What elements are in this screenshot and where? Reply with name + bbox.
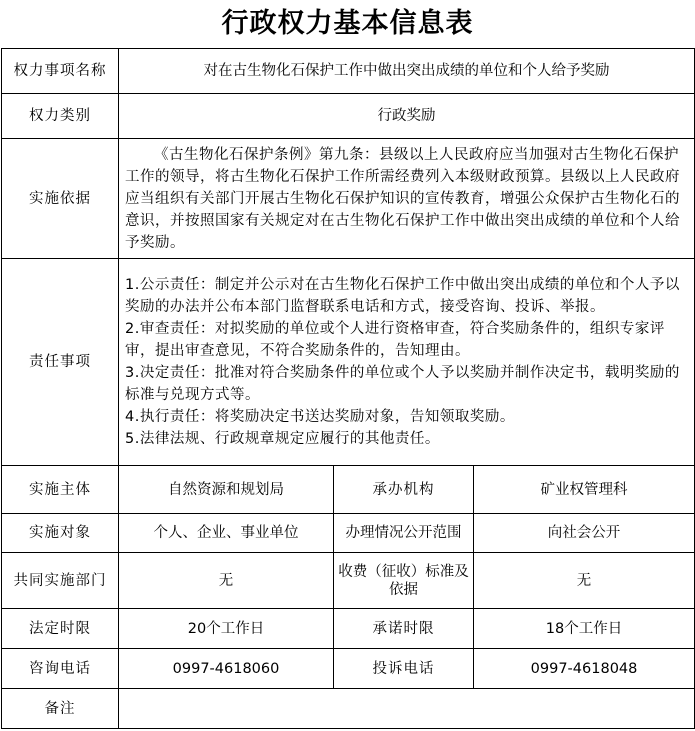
responsibility-item: 3.决定责任：批准对符合奖励条件的单位或个人予以奖励并制作决定书，载明奖励的标准与兑现方式等。 <box>125 365 680 403</box>
row-joint <box>2 553 695 609</box>
responsibility-item: 4.执行责任：将奖励决定书送达奖励对象，告知领取奖励。 <box>125 409 515 425</box>
responsibilities-value <box>119 259 695 466</box>
category-value: 行政奖励 <box>119 94 695 139</box>
row-responsibilities <box>2 259 695 466</box>
row-remark <box>2 689 695 729</box>
joint-value: 无 <box>119 553 334 609</box>
responsibility-item: 2.审查责任：对拟奖励的单位或个人进行资格审查，符合奖励条件的，组织专家评审，提出审查意见，不符合奖励条件的，告知理由。 <box>125 321 665 359</box>
row-subject <box>2 466 695 514</box>
joint-label: 共同实施部门 <box>2 553 119 609</box>
page-title: 行政权力基本信息表 <box>221 8 474 39</box>
responsibilities-label: 责任事项 <box>2 259 119 466</box>
row-time <box>2 609 695 649</box>
disclosure-scope-label: 办理情况公开范围 <box>334 514 474 553</box>
row-category <box>2 94 695 139</box>
legal-time-value: 20个工作日 <box>119 609 334 649</box>
consult-phone-label: 咨询电话 <box>2 649 119 689</box>
fee-standard-value: 无 <box>474 553 695 609</box>
target-value: 个人、企业、事业单位 <box>119 514 334 553</box>
row-item-name <box>2 49 695 94</box>
fee-standard-label: 收费（征收）标准及依据 <box>334 553 474 609</box>
basis-label: 实施依据 <box>2 139 119 259</box>
responsibility-item: 5.法律法规、行政规章规定应履行的其他责任。 <box>125 431 440 447</box>
handling-org-value: 矿业权管理科 <box>474 466 695 514</box>
handling-org-label: 承办机构 <box>334 466 474 514</box>
category-label: 权力类别 <box>2 94 119 139</box>
item-name-label: 权力事项名称 <box>2 49 119 94</box>
consult-phone-value: 0997-4618060 <box>119 649 334 689</box>
basis-value: 《古生物化石保护条例》第九条：县级以上人民政府应当加强对古生物化石保护工作的领导，将古生物化石保护工作所需经费列入本级财政预算。县级以上人民政府应当组织有关部门开展古生物化石保护知识的宣传教育，增强公众保护古生物化石的意识，并按照国家有关规定对在古生物化石保护工作中做出突出成绩的单位和个人给予奖励。 <box>119 139 695 259</box>
remark-value <box>119 689 695 729</box>
disclosure-scope-value: 向社会公开 <box>474 514 695 553</box>
complaint-phone-label: 投诉电话 <box>334 649 474 689</box>
promised-time-value: 18个工作日 <box>474 609 695 649</box>
responsibility-item: 1.公示责任：制定并公示对在古生物化石保护工作中做出突出成绩的单位和个人予以奖励的办法并公布本部门监督联系电话和方式，接受咨询、投诉、举报。 <box>125 277 680 315</box>
row-basis <box>2 139 695 259</box>
promised-time-label: 承诺时限 <box>334 609 474 649</box>
row-target <box>2 514 695 553</box>
subject-label: 实施主体 <box>2 466 119 514</box>
item-name-value: 对在古生物化石保护工作中做出突出成绩的单位和个人给予奖励 <box>119 49 695 94</box>
row-phone <box>2 649 695 689</box>
legal-time-label: 法定时限 <box>2 609 119 649</box>
subject-value: 自然资源和规划局 <box>119 466 334 514</box>
complaint-phone-value: 0997-4618048 <box>474 649 695 689</box>
info-table <box>1 48 695 729</box>
target-label: 实施对象 <box>2 514 119 553</box>
remark-label: 备注 <box>2 689 119 729</box>
